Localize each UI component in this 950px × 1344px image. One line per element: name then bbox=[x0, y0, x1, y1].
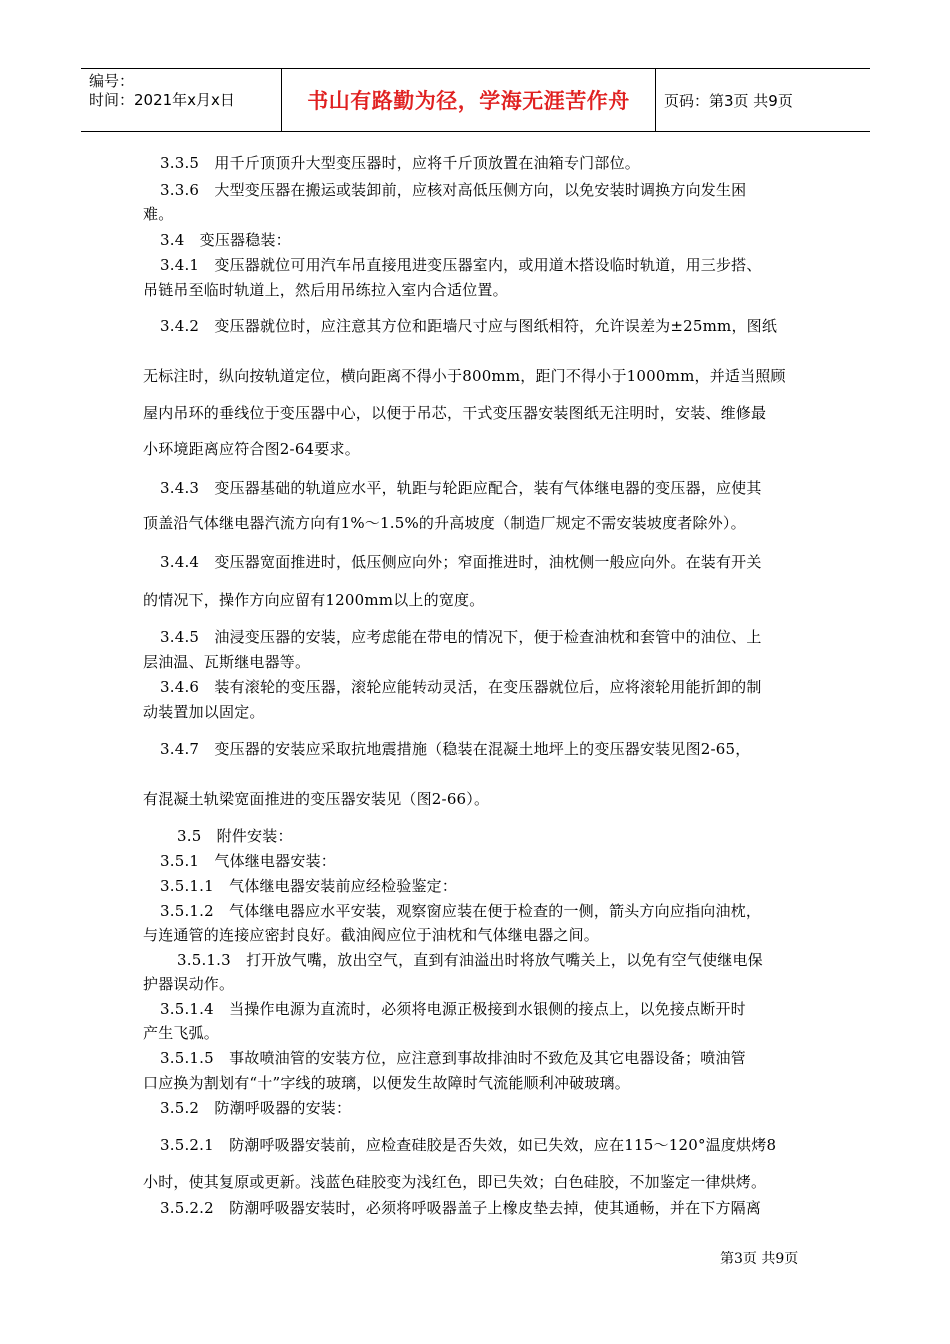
text-line: 产生飞弧。 bbox=[143, 1024, 220, 1042]
text-line: 层油温、瓦斯继电器等。 bbox=[143, 653, 311, 671]
page-footer: 第3页 共9页 bbox=[720, 1251, 799, 1267]
text-line: 3.4.2 变压器就位时，应注意其方位和距墙尺寸应与图纸相符，允许误差为±25mm，图纸 bbox=[160, 317, 778, 335]
text-line: 有混凝土轨梁宽面推进的变压器安装见（图2-66）。 bbox=[143, 790, 490, 808]
text-line: 小环境距离应符合图2-64要求。 bbox=[143, 440, 360, 458]
text-line: 3.5.1 气体继电器安装： bbox=[160, 852, 336, 870]
text-line: 3.4.5 油浸变压器的安装，应考虑能在带电的情况下，便于检查油枕和套管中的油位、上 bbox=[160, 628, 762, 646]
text-line: 3.4.1 变压器就位可用汽车吊直接甩进变压器室内，或用道木搭设临时轨道，用三步搭、 bbox=[160, 256, 762, 274]
text-line: 3.4.6 装有滚轮的变压器，滚轮应能转动灵活，在变压器就位后，应将滚轮用能折卸的制 bbox=[160, 678, 762, 696]
text-line: 3.5.2 防潮呼吸器的安装： bbox=[160, 1099, 352, 1117]
text-line: 无标注时，纵向按轨道定位，横向距离不得小于800mm，距门不得小于1000mm，并适当照顾 bbox=[143, 367, 786, 385]
text-line: 与连通管的连接应密封良好。截油阀应位于油枕和气体继电器之间。 bbox=[143, 926, 600, 944]
text-line: 动装置加以固定。 bbox=[143, 703, 265, 721]
text-line: 3.4.4 变压器宽面推进时，低压侧应向外；窄面推进时，油枕侧一般应向外。在装有开关 bbox=[160, 553, 762, 571]
text-line: 3.3.5 用千斤顶顶升大型变压器时，应将千斤顶放置在油箱专门部位。 bbox=[160, 154, 640, 172]
page-number-label: 页码：第3页 共9页 bbox=[664, 91, 793, 110]
text-line: 3.5.1.3 打开放气嘴，放出空气，直到有油溢出时将放气嘴关上，以免有空气使继电保 bbox=[177, 951, 763, 969]
text-line: 3.5.1.2 气体继电器应水平安装，观察窗应装在便于检查的一侧，箭头方向应指向油枕， bbox=[160, 902, 762, 920]
text-line: 顶盖沿气体继电器汽流方向有1%～1.5%的升高坡度（制造厂规定不需安装坡度者除外）。 bbox=[143, 514, 746, 532]
text-line: 小时，使其复原或更新。浅蓝色硅胶变为浅红色，即已失效；白色硅胶，不加鉴定一律烘烤。 bbox=[143, 1173, 767, 1191]
time-label: 时间：2021年x月x日 bbox=[89, 91, 235, 109]
text-line: 口应换为割划有“十”字线的玻璃，以便发生故障时气流能顺利冲破玻璃。 bbox=[143, 1074, 630, 1092]
text-line: 3.5.2.2 防潮呼吸器安装时，必须将呼吸器盖子上橡皮垫去掉，使其通畅，并在下方隔离 bbox=[160, 1199, 762, 1217]
text-line: 3.4 变压器稳装： bbox=[160, 231, 291, 249]
text-line: 3.4.3 变压器基础的轨道应水平，轨距与轮距应配合，装有气体继电器的变压器，应使其 bbox=[160, 479, 762, 497]
text-line: 3.5.1.5 事故喷油管的安装方位，应注意到事故排油时不致危及其它电器设备；喷油管 bbox=[160, 1049, 746, 1067]
text-line: 吊链吊至临时轨道上，然后用吊练拉入室内合适位置。 bbox=[143, 281, 508, 299]
text-line: 护器误动作。 bbox=[143, 975, 235, 993]
text-line: 3.4.7 变压器的安装应采取抗地震措施（稳装在混凝土地坪上的变压器安装见图2-65， bbox=[160, 740, 751, 758]
text-line: 3.5.2.1 防潮呼吸器安装前，应检查硅胶是否失效，如已失效，应在115～120°温度烘烤8 bbox=[160, 1136, 777, 1154]
text-line: 屋内吊环的垂线位于变压器中心，以便于吊芯，干式变压器安装图纸无注明时，安装、维修最 bbox=[143, 404, 767, 422]
number-label: 编号： bbox=[89, 72, 135, 90]
text-line: 3.5.1.4 当操作电源为直流时，必须将电源正极接到水银侧的接点上，以免接点断开时 bbox=[160, 1000, 746, 1018]
text-line: 3.5 附件安装： bbox=[177, 827, 293, 845]
text-line: 3.5.1.1 气体继电器安装前应经检验鉴定： bbox=[160, 877, 458, 895]
text-line: 难。 bbox=[143, 205, 174, 223]
motto: 书山有路勤为径，学海无涯苦作舟 bbox=[282, 69, 656, 131]
text-line: 3.3.6 大型变压器在搬运或装卸前，应核对高低压侧方向，以免安装时调换方向发生困 bbox=[160, 181, 747, 199]
text-line: 的情况下，操作方向应留有1200mm以上的宽度。 bbox=[143, 591, 485, 609]
